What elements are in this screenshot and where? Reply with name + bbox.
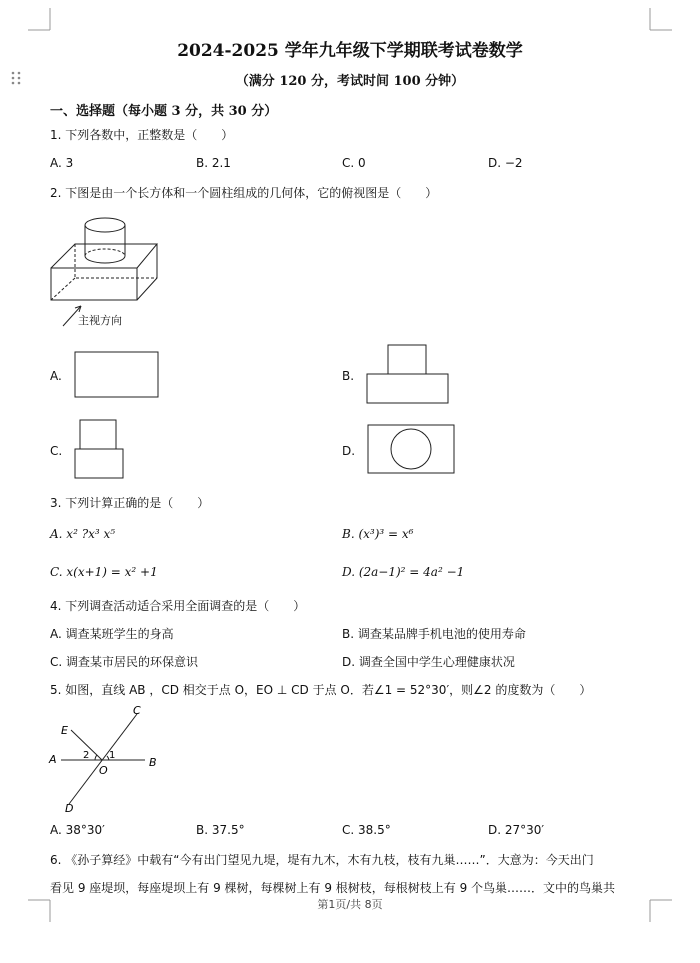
question-1-stem: 1. 下列各数中，正整数是（ ） xyxy=(50,128,234,142)
q5-label-b: B xyxy=(149,756,157,769)
q1-option-a[interactable]: A. 3 xyxy=(50,156,74,170)
q2-option-a-figure[interactable] xyxy=(74,351,160,399)
q2-option-d-label[interactable]: D. xyxy=(342,444,356,458)
page-footer: 第1页/共 8页 xyxy=(317,898,383,911)
page-subtitle: （满分 120 分，考试时间 100 分钟） xyxy=(235,74,465,89)
question-5-stem: 5. 如图，直线 AB ，CD 相交于点 O，EO ⊥ CD 于点 O．若∠1 = 52°30′，则∠2 的度数为（ ） xyxy=(50,683,592,697)
q5-option-a[interactable]: A. 38°30′ xyxy=(50,823,105,837)
question-6-line-1: 6. 《孙子算经》中载有“今有出门望见九堤，堤有九木，木有九枝，枝有九巢……”．大意为：今天出门 xyxy=(50,853,594,867)
q4-option-c[interactable]: C. 调查某市居民的环保意识 xyxy=(50,655,199,669)
q5-option-b[interactable]: B. 37.5° xyxy=(196,823,245,837)
question-6-line-2: 看见 9 座堤坝，每座堤坝上有 9 棵树，每棵树上有 9 根树枝，每根树枝上有 9 个鸟巢……．文中的鸟巢共 xyxy=(50,881,616,895)
q5-angle-figure xyxy=(45,700,175,818)
q5-label-angle-1: 1 xyxy=(109,750,116,761)
q5-option-d[interactable]: D. 27°30′ xyxy=(488,823,545,837)
q1-option-c[interactable]: C. 0 xyxy=(342,156,366,170)
q3-option-b[interactable]: B. (x³)³ = x⁶ xyxy=(342,527,414,541)
q4-option-d[interactable]: D. 调查全国中学生心理健康状况 xyxy=(342,655,515,669)
page-title: 2024-2025 学年九年级下学期联考试卷数学 xyxy=(177,41,523,61)
q2-option-b-figure[interactable] xyxy=(366,344,450,406)
question-2-stem: 2. 下图是由一个长方体和一个圆柱组成的几何体，它的俯视图是（ ） xyxy=(50,186,438,200)
q5-label-a: A xyxy=(49,753,57,766)
q3-option-c[interactable]: C. x(x+1) = x² +1 xyxy=(50,565,158,579)
q5-label-c: C xyxy=(133,704,141,717)
q2-option-a-label[interactable]: A. xyxy=(50,369,62,383)
q2-option-c-label[interactable]: C. xyxy=(50,444,63,458)
q5-label-d: D xyxy=(65,802,74,815)
q4-option-b[interactable]: B. 调查某品牌手机电池的使用寿命 xyxy=(342,627,526,641)
question-3-stem: 3. 下列计算正确的是（ ） xyxy=(50,496,210,510)
q4-option-a[interactable]: A. 调查某班学生的身高 xyxy=(50,627,174,641)
q2-option-b-label[interactable]: B. xyxy=(342,369,355,383)
q3-option-a[interactable]: A. x² ?x³ x⁵ xyxy=(50,527,116,541)
q2-option-d-figure[interactable] xyxy=(367,424,457,476)
q2-option-c-figure[interactable] xyxy=(74,419,126,481)
question-4-stem: 4. 下列调查活动适合采用全面调查的是（ ） xyxy=(50,599,306,613)
q5-label-angle-2: 2 xyxy=(83,750,90,761)
q5-label-e: E xyxy=(61,724,68,737)
q1-option-d[interactable]: D. −2 xyxy=(488,156,523,170)
q1-option-b[interactable]: B. 2.1 xyxy=(196,156,231,170)
q5-option-c[interactable]: C. 38.5° xyxy=(342,823,391,837)
q5-label-o: O xyxy=(99,764,108,777)
q3-option-d[interactable]: D. (2a−1)² = 4a² −1 xyxy=(342,565,465,579)
q2-direction-label: 主视方向 xyxy=(78,314,122,327)
section-heading: 一、选择题（每小题 3 分，共 30 分） xyxy=(50,104,278,119)
